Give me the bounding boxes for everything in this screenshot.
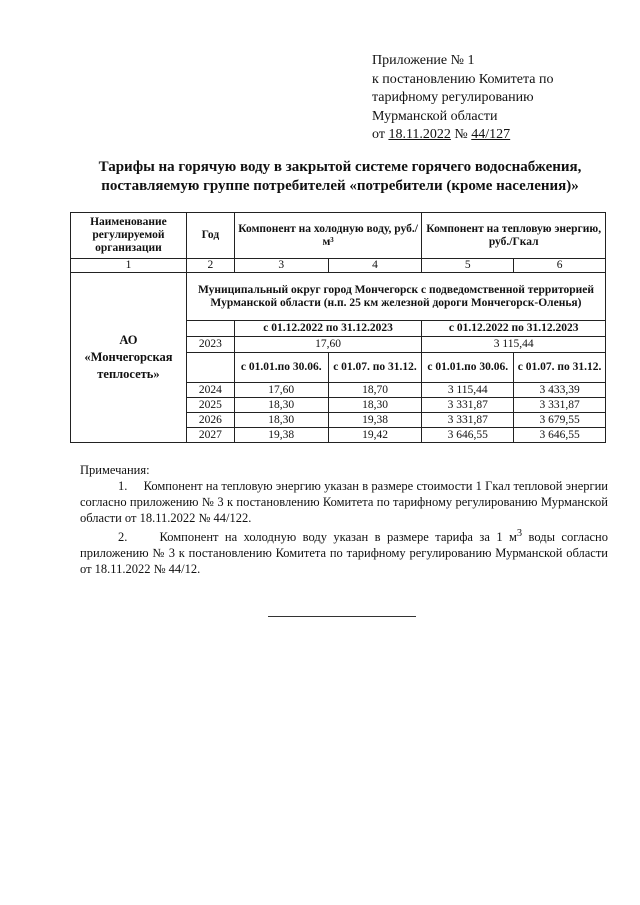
notes-heading: Примечания: (80, 463, 150, 477)
col-num: 5 (422, 259, 514, 273)
note-1 (80, 478, 608, 526)
cold-h1-cell: 18,30 (234, 398, 328, 413)
half-header: с 01.01.по 30.06. (234, 353, 328, 383)
year-cell: 2027 (186, 428, 234, 443)
notes-section (80, 462, 608, 577)
appendix-line: тарифному регулированию (372, 90, 534, 105)
date-prefix: от (372, 127, 389, 142)
heat-h1-cell: 3 331,87 (422, 413, 514, 428)
year-cell: 2024 (186, 383, 234, 398)
header-heat: Компонент на тепловую энергию, руб./Гкал (422, 213, 606, 259)
note-number: 2. (118, 530, 128, 545)
header-cold: Компонент на холодную воду, руб./м³ (234, 213, 422, 259)
note-text: воды согласно приложению № 3 к постановлению Комитета по тарифному регулированию Мурманской области от 18.11.2022 № 44/12. (80, 530, 608, 577)
resolution-number: 44/127 (471, 127, 511, 142)
title-line: поставляемую группе потребителей «потребители (кроме населения)» (101, 178, 579, 194)
cold-h2-cell: 18,30 (328, 398, 422, 413)
cold-h1-cell: 18,30 (234, 413, 328, 428)
note-2 (80, 526, 608, 577)
cold-h1-cell: 17,60 (234, 383, 328, 398)
appendix-date-line (372, 126, 553, 145)
heat-h1-cell: 3 646,55 (422, 428, 514, 443)
note-number: 1. (118, 479, 128, 493)
closing-rule (268, 616, 416, 617)
heat-h1-cell: 3 115,44 (422, 383, 514, 398)
heat-h2-cell: 3 679,55 (514, 413, 606, 428)
cold-h2-cell: 19,38 (328, 413, 422, 428)
document-title (60, 158, 620, 196)
title-line: Тарифы на горячую воду в закрытой системе горячего водоснабжения, (98, 159, 582, 175)
cold-2023: 17,60 (234, 337, 422, 353)
header-org: Наименование регулируемой организации (71, 213, 187, 259)
note-text: Компонент на холодную воду указан в размере тарифа за 1 м (159, 530, 517, 545)
cold-h2-cell: 19,42 (328, 428, 422, 443)
year-cell: 2025 (186, 398, 234, 413)
superscript: 3 (516, 528, 523, 539)
resolution-date: 18.11.2022 (388, 127, 451, 142)
half-header: с 01.01.по 30.06. (422, 353, 514, 383)
heat-h2-cell: 3 331,87 (514, 398, 606, 413)
district-name: Муниципальный округ город Мончегорск с подведомственной территорией Мурманской области (н.п. 25 км железной дороги Мончегорск-Оленья) (186, 273, 605, 321)
col-num: 2 (186, 259, 234, 273)
col-num: 4 (328, 259, 422, 273)
year-cell: 2026 (186, 413, 234, 428)
col-num: 1 (71, 259, 187, 273)
period-cold: с 01.12.2022 по 31.12.2023 (234, 321, 422, 337)
heat-h1-cell: 3 331,87 (422, 398, 514, 413)
cold-h1-cell: 19,38 (234, 428, 328, 443)
appendix-block (372, 52, 553, 145)
period-heat: с 01.12.2022 по 31.12.2023 (422, 321, 606, 337)
heat-h2-cell: 3 433,39 (514, 383, 606, 398)
number-separator: № (450, 127, 472, 142)
year-2023: 2023 (186, 337, 234, 353)
half-header: с 01.07. по 31.12. (514, 353, 606, 383)
cold-h2-cell: 18,70 (328, 383, 422, 398)
heat-2023: 3 115,44 (422, 337, 606, 353)
col-num: 6 (514, 259, 606, 273)
note-text: Компонент на тепловую энергию указан в размере стоимости 1 Гкал тепловой энергии согласно приложению № 3 к постановлению Комитета по тарифному регулированию Мурманской области от 18.11.2022 № 44/122. (80, 479, 609, 525)
header-year: Год (186, 213, 234, 259)
appendix-line: к постановлению Комитета по (372, 71, 554, 87)
col-num: 3 (234, 259, 328, 273)
org-name: АО «Мончегорская теплосеть» (71, 273, 187, 443)
appendix-line: Мурманской области (372, 108, 498, 124)
half-header: с 01.07. по 31.12. (328, 353, 422, 383)
heat-h2-cell: 3 646,55 (514, 428, 606, 443)
appendix-line: Приложение № 1 (372, 53, 475, 68)
tariff-table (70, 212, 606, 443)
